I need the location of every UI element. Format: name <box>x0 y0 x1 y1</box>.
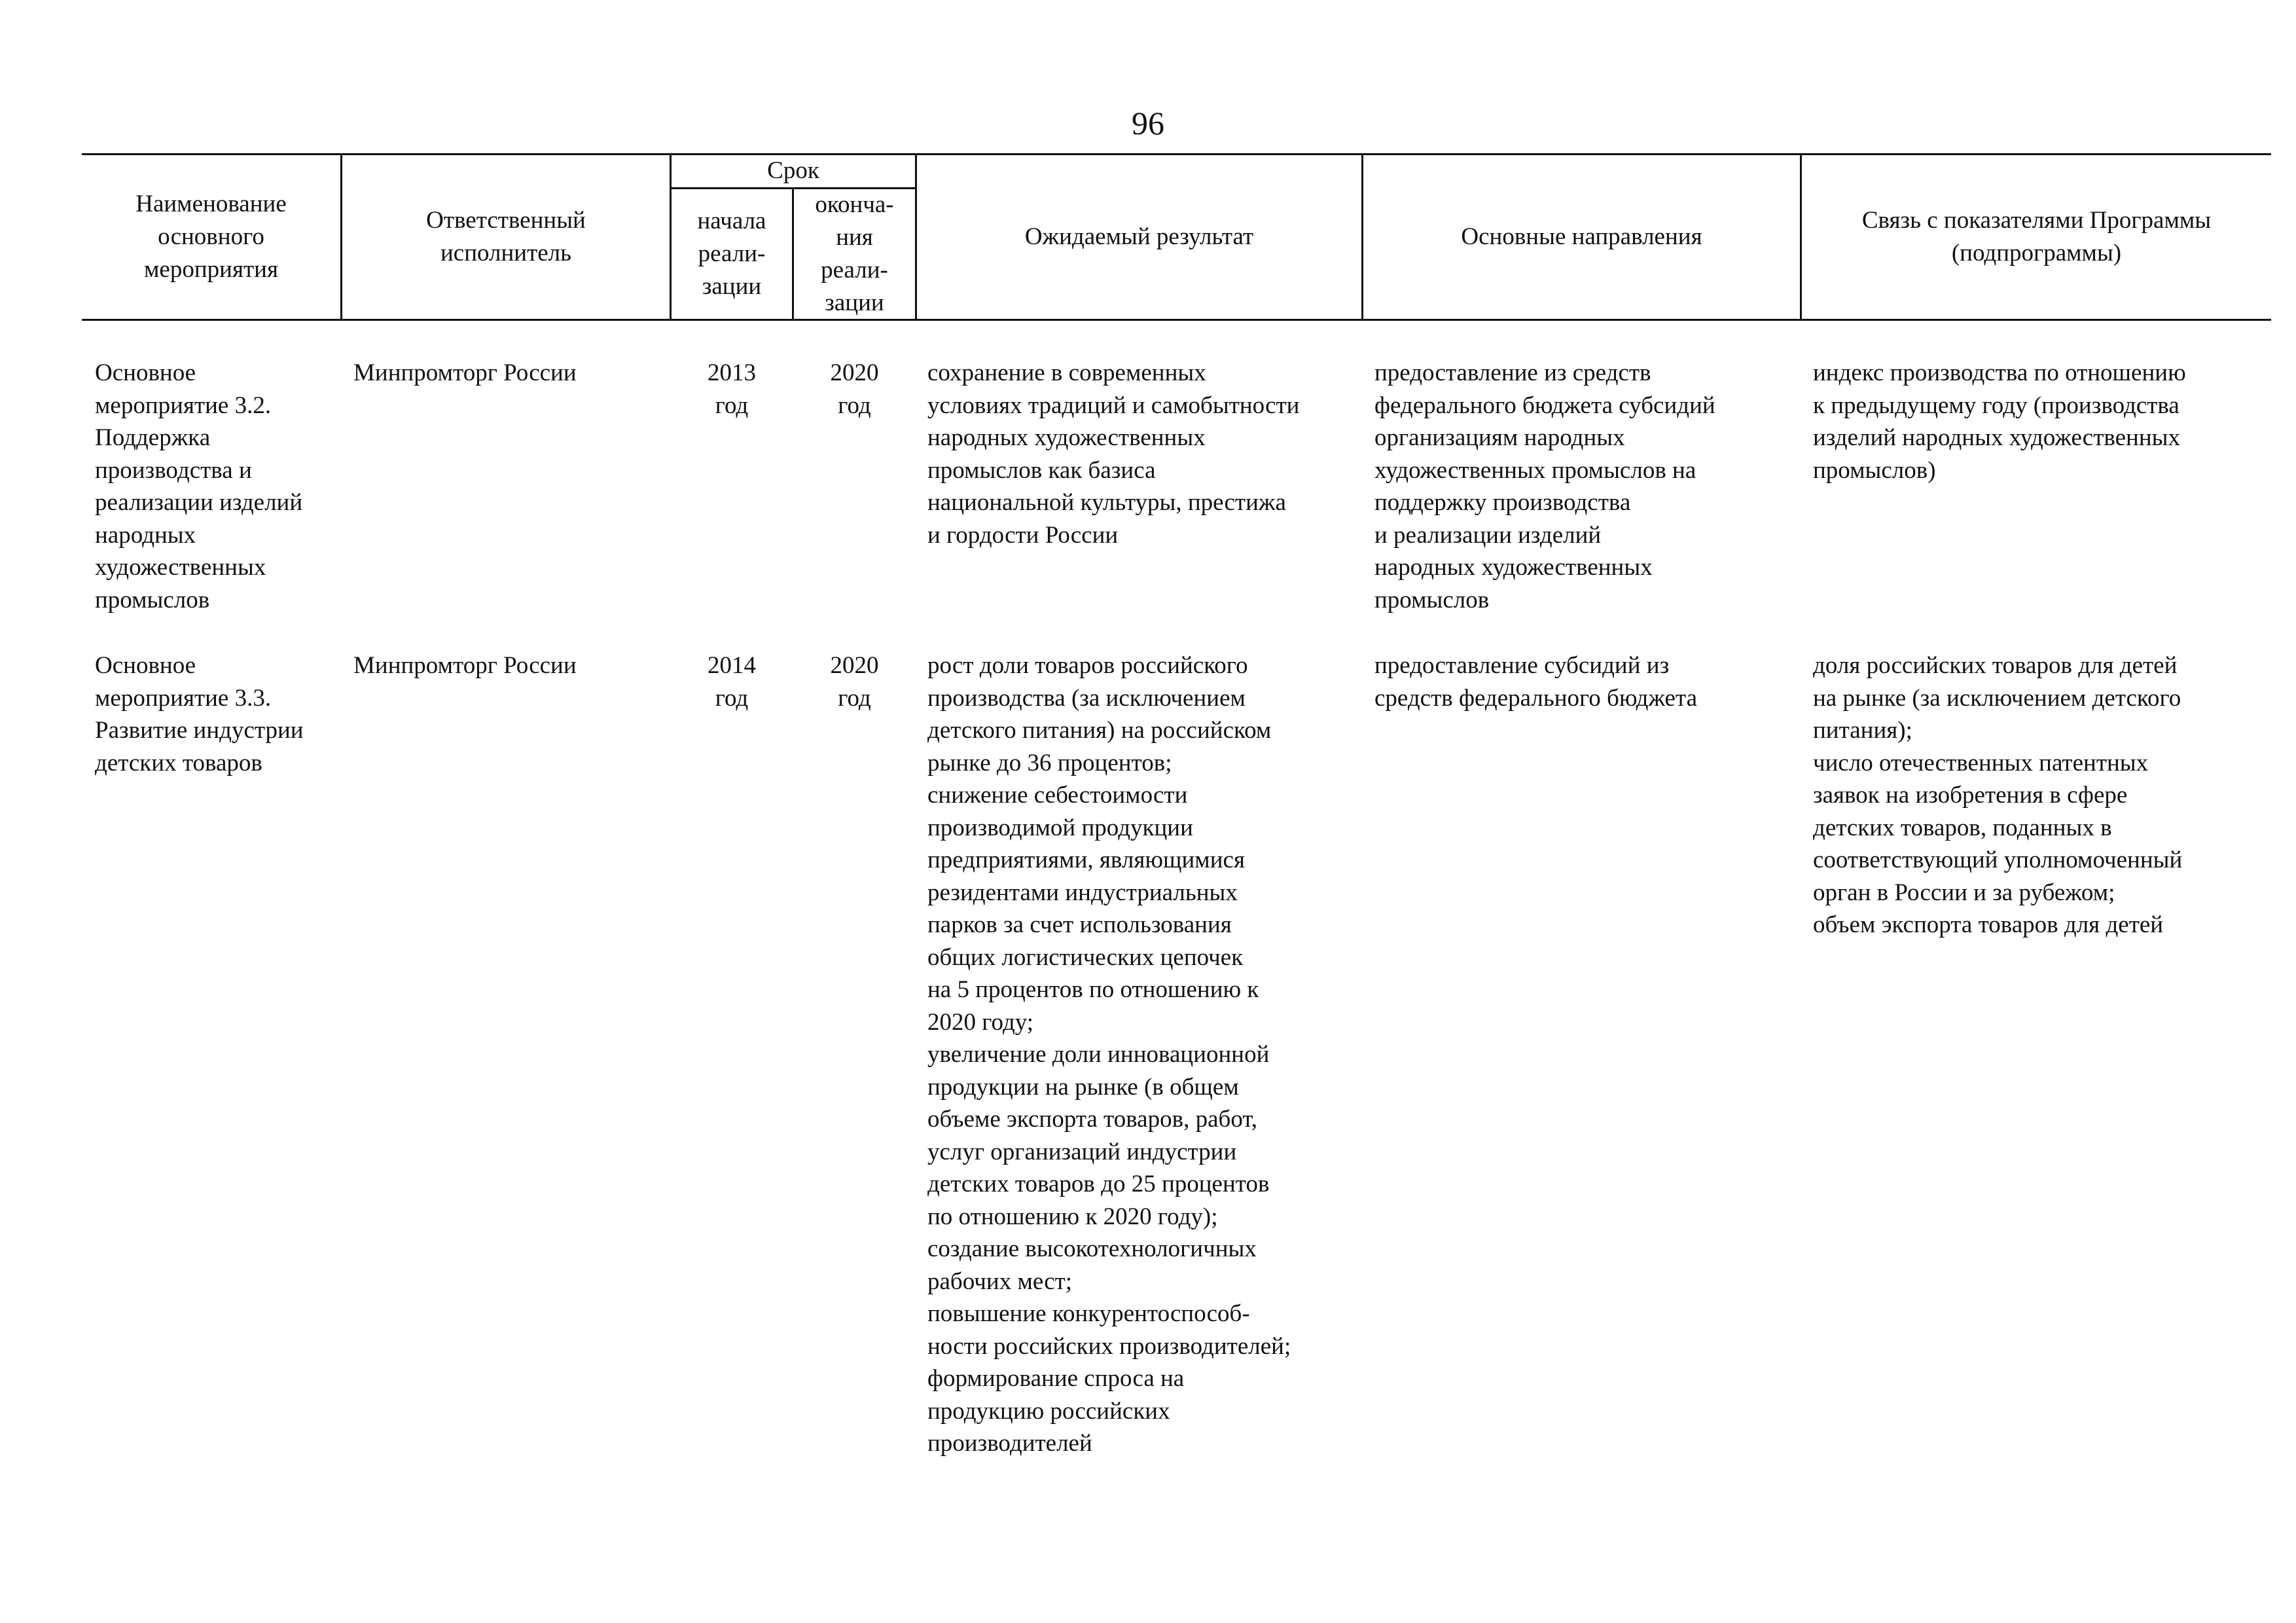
row2-start: 2014 год <box>708 652 756 712</box>
header-directions <box>1363 155 1800 319</box>
row2-executor: Минпромторг России <box>353 652 577 679</box>
row1-executor: Минпромторг России <box>353 359 577 386</box>
header-executor-text: Ответственный исполнитель <box>426 206 586 266</box>
header-result <box>917 155 1361 319</box>
header-end-text: оконча- ния реали- зации <box>815 191 894 316</box>
row1-result: сохранение в современных условиях традиций и самобытности народных художественных промыслов как базиса национальной культуры, престижа и гордости России <box>927 359 1300 549</box>
header-start <box>672 189 792 319</box>
header-name-text: Наименование основного мероприятия <box>135 190 287 283</box>
row2-result: рост доли товаров российского производства (за исключением детского питания) на российском рынке до 36 процентов; снижение себестоимости производимой продукции предприятиями, являющимися резидентами индустриальных парков за счет использования общих логистических цепочек на 5 процентов по отношению к 2020 году; увеличение доли инновационной продукции на рынке (в общем объеме экспорта товаров, работ, услуг организаций индустрии детских товаров до 25 процентов по отношению к 2020 году); создание высокотехнологичных рабочих мест; повышение конкурентоспособ- ности российских производителей; формирование спроса на продукцию российских производителей <box>927 652 1291 1457</box>
row1-end: 2020 год <box>830 359 879 419</box>
header-result-text: Ожидаемый результат <box>1024 223 1254 250</box>
row1-start: 2013 год <box>708 359 756 419</box>
header-bottom-rule <box>82 319 2271 321</box>
header-start-text: начала реали- зации <box>697 207 766 300</box>
row1-name: Основное мероприятие 3.2. Поддержка производства и реализации изделий народных художественных промыслов <box>95 359 303 613</box>
header-link <box>1802 155 2271 319</box>
header-executor <box>342 155 670 319</box>
header-term <box>672 155 915 187</box>
row2-name: Основное мероприятие 3.3. Развитие индустрии детских товаров <box>95 652 304 776</box>
row1-link: индекс производства по отношению к предыдущему году (производства изделий народных художественных промыслов) <box>1813 359 2186 484</box>
row2-link: доля российских товаров для детей на рынке (за исключением детского питания); число отечественных патентных заявок на изобретения в сфере детских товаров, поданных в соответствующий уполномоченный орган в России и за рубежом; объем экспорта товаров для детей <box>1813 652 2183 938</box>
header-directions-text: Основные направления <box>1461 223 1702 250</box>
row2-directions: предоставление субсидий из средств федерального бюджета <box>1374 652 1697 712</box>
header-name <box>82 155 340 319</box>
header-link-text: Связь с показателями Программы (подпрограммы) <box>1861 206 2212 266</box>
row2-end: 2020 год <box>830 652 879 712</box>
page-number: 96 <box>1132 105 1164 141</box>
header-term-text: Срок <box>767 157 819 184</box>
row1-directions: предоставление из средств федерального бюджета субсидий организациям народных художественных промыслов на поддержку производства и реализации изделий народных художественных промыслов <box>1374 359 1715 613</box>
header-end <box>794 189 915 319</box>
